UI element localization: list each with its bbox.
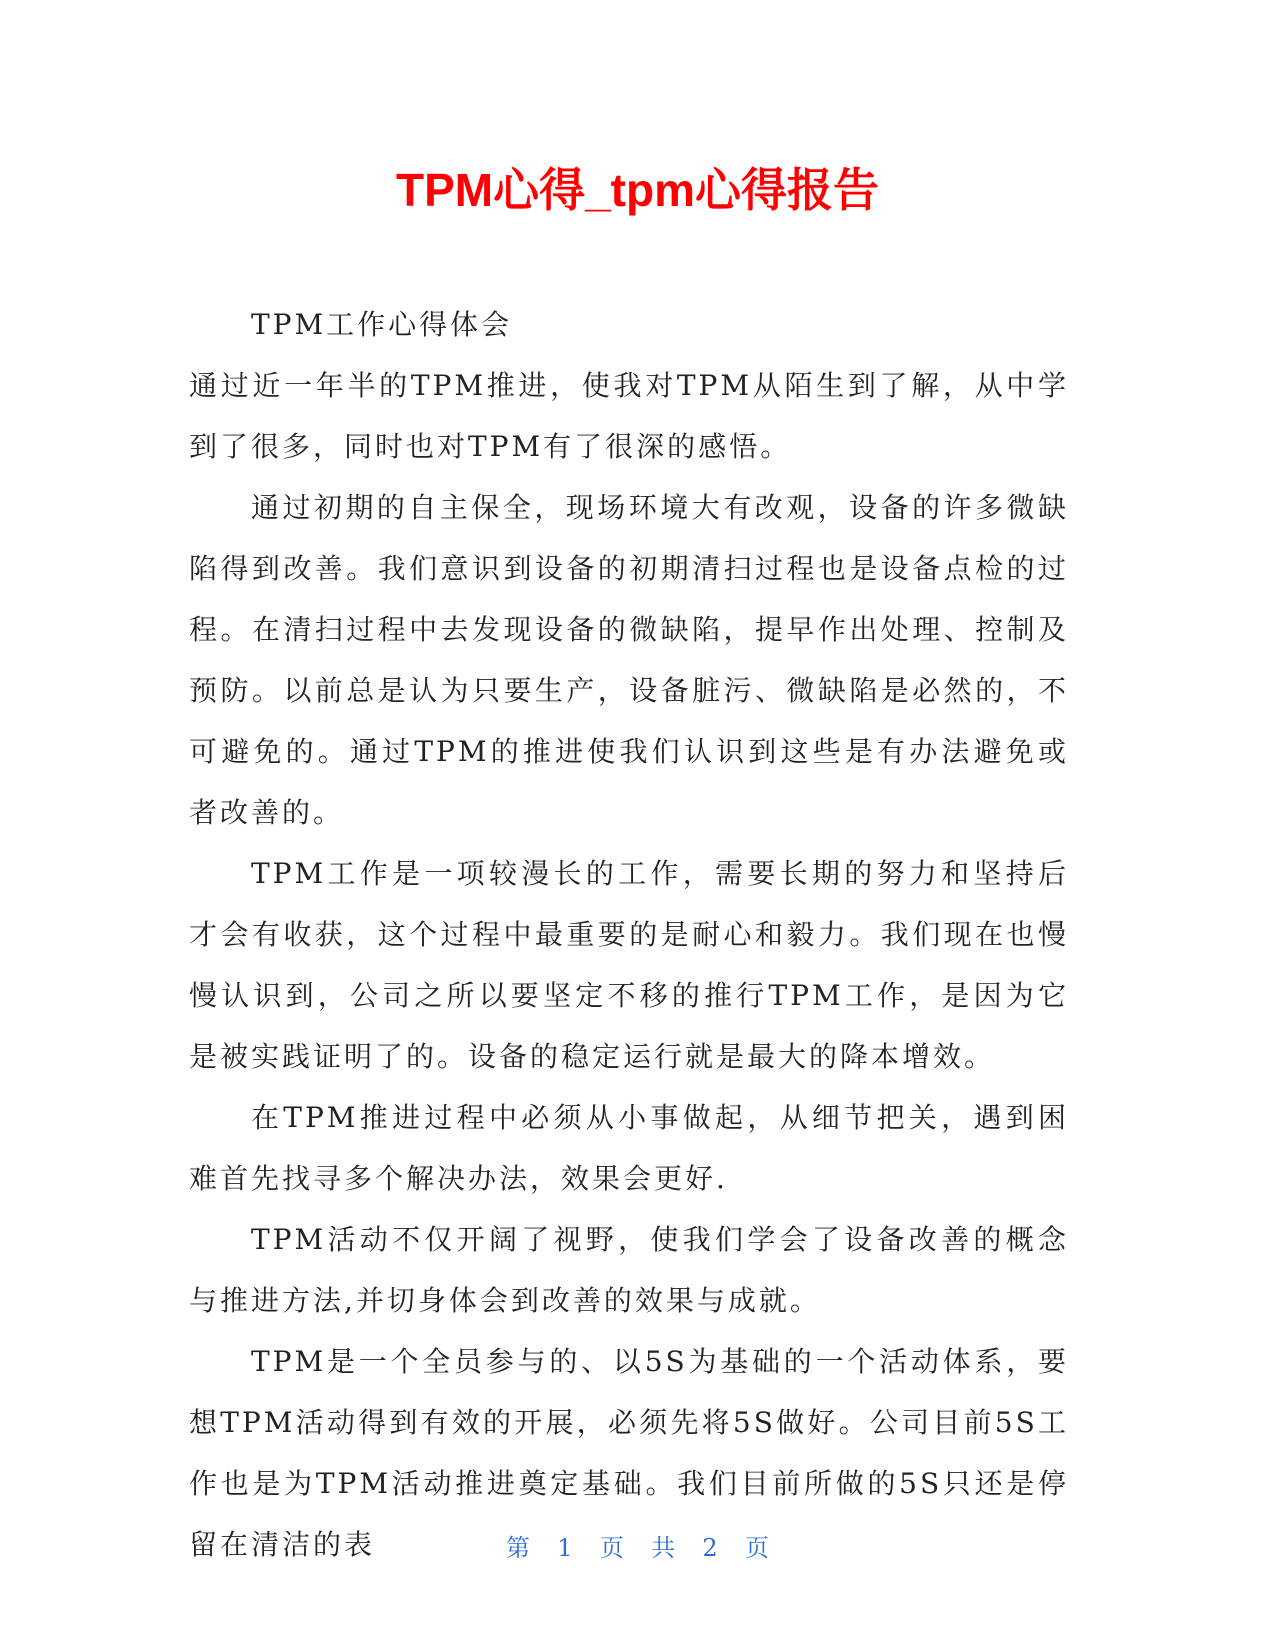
paragraph: TPM是一个全员参与的、以5S为基础的一个活动体系，要想TPM活动得到有效的开展，必须先将5S做好。公司目前5S工作也是为TPM活动推进奠定基础。我们目前所做的5S只还是停留在清洁的表 (189, 1345, 1069, 1561)
total-prefix: 共 (651, 1534, 676, 1562)
total-suffix: 页 (744, 1534, 769, 1562)
total-pages-number: 2 (702, 1534, 718, 1562)
paragraph: TPM工作是一项较漫长的工作，需要长期的努力和坚持后才会有收获，这个过程中最重要的是耐心和毅力。我们现在也慢慢认识到，公司之所以要坚定不移的推行TPM工作，是因为它是被实践证明了的。设备的稳定运行就是最大的降本增效。 (189, 857, 1069, 1073)
paragraph: 通过初期的自主保全，现场环境大有改观，设备的许多微缺陷得到改善。我们意识到设备的初期清扫过程也是设备点检的过程。在清扫过程中去发现设备的微缺陷，提早作出处理、控制及预防。以前总是认为只要生产，设备脏污、微缺陷是必然的，不可避免的。通过TPM的推进使我们认识到这些是有办法避免或者改善的。 (189, 491, 1069, 829)
page-footer (0, 1532, 1275, 1564)
document-body (189, 294, 1069, 1575)
page-word: 页 (599, 1534, 624, 1562)
document-title: TPM心得_tpm心得报告 (396, 164, 879, 216)
page-prefix: 第 (506, 1534, 531, 1562)
paragraph: 通过近一年半的TPM推进，使我对TPM从陌生到了解，从中学到了很多，同时也对TPM有了很深的感悟。 (189, 369, 1069, 463)
paragraph: 在TPM推进过程中必须从小事做起，从细节把关，遇到困难首先找寻多个解决办法，效果会更好. (189, 1101, 1069, 1195)
paragraph: TPM活动不仅开阔了视野，使我们学会了设备改善的概念与推进方法,并切身体会到改善的效果与成就。 (189, 1223, 1069, 1317)
paragraph-heading: TPM工作心得体会 (251, 308, 513, 341)
current-page-number: 1 (557, 1534, 573, 1562)
